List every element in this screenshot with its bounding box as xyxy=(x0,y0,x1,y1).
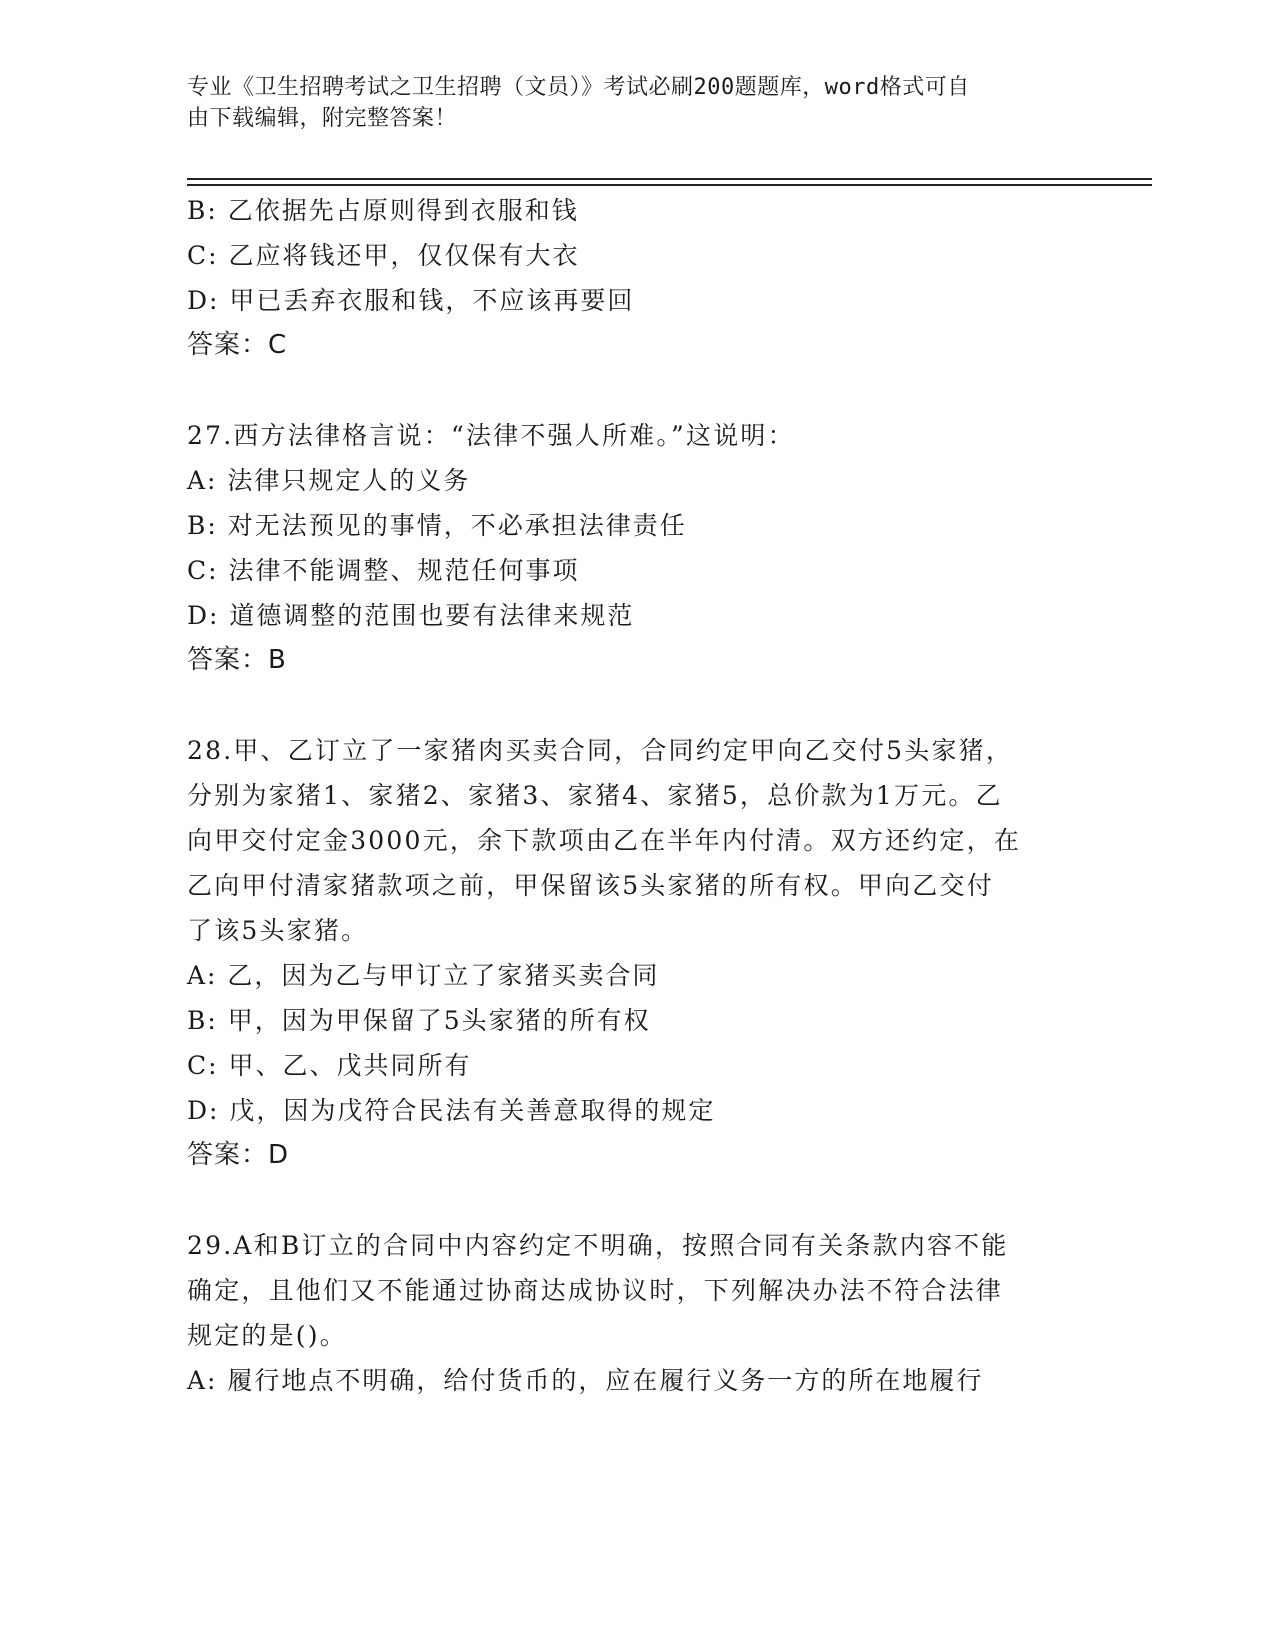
option-d: D: 甲已丢弃衣服和钱，不应该再要回 xyxy=(187,286,635,315)
question-text-line: 规定的是()。 xyxy=(187,1321,347,1350)
question-26-continuation xyxy=(187,188,1087,368)
question-29 xyxy=(187,1223,1087,1403)
question-text-line: 了该5头家猪。 xyxy=(187,916,369,945)
header-line-2: 由下载编辑，附完整答案！ xyxy=(187,106,458,131)
header-line-1: 专业《卫生招聘考试之卫生招聘（文员）》考试必刷200题题库，word格式可自 xyxy=(187,75,970,100)
option-a: A: 法律只规定人的义务 xyxy=(187,466,471,495)
header-divider-top xyxy=(187,178,1152,180)
spacer xyxy=(187,683,1087,728)
header-divider-bottom xyxy=(187,184,1152,186)
question-text-line: 28.甲、乙订立了一家猪肉买卖合同，合同约定甲向乙交付5头家猪， xyxy=(187,736,1014,765)
answer-line: 答案：C xyxy=(187,330,288,360)
question-text xyxy=(187,413,1087,458)
document-header xyxy=(187,72,1067,134)
question-text-line: 乙向甲付清家猪款项之前，甲保留该5头家猪的所有权。甲向乙交付 xyxy=(187,871,994,900)
option-c: C: 甲、乙、戊共同所有 xyxy=(187,1051,472,1080)
answer-line: 答案：B xyxy=(187,645,287,675)
question-text-line: 分别为家猪1、家猪2、家猪3、家猪4、家猪5，总价款为1万元。乙 xyxy=(187,781,1003,810)
option-a: A: 乙，因为乙与甲订立了家猪买卖合同 xyxy=(187,961,660,990)
spacer xyxy=(187,1178,1087,1223)
option-d: D: 戊，因为戊符合民法有关善意取得的规定 xyxy=(187,1096,716,1125)
question-27 xyxy=(187,413,1087,683)
option-b: B: 乙依据先占原则得到衣服和钱 xyxy=(187,196,579,225)
option-b: B: 甲，因为甲保留了5头家猪的所有权 xyxy=(187,1006,651,1035)
question-list xyxy=(187,188,1087,1403)
question-text-line: 向甲交付定金3000元，余下款项由乙在半年内付清。双方还约定，在 xyxy=(187,826,1022,855)
question-text-line: 确定，且他们又不能通过协商达成协议时，下列解决办法不符合法律 xyxy=(187,1276,1004,1305)
question-text xyxy=(187,1223,1087,1358)
question-28 xyxy=(187,728,1087,1178)
spacer xyxy=(187,368,1087,413)
answer-line: 答案：D xyxy=(187,1140,290,1170)
question-text-line: 27.西方法律格言说：“法律不强人所难。”这说明： xyxy=(187,421,795,450)
option-b: B: 对无法预见的事情，不必承担法律责任 xyxy=(187,511,687,540)
question-text xyxy=(187,728,1087,953)
question-text-line: 29.A和B订立的合同中内容约定不明确，按照合同有关条款内容不能 xyxy=(187,1231,1009,1260)
option-a: A: 履行地点不明确，给付货币的，应在履行义务一方的所在地履行 xyxy=(187,1366,984,1395)
option-c: C: 乙应将钱还甲，仅仅保有大衣 xyxy=(187,241,580,270)
option-c: C: 法律不能调整、规范任何事项 xyxy=(187,556,580,585)
option-d: D: 道德调整的范围也要有法律来规范 xyxy=(187,601,635,630)
